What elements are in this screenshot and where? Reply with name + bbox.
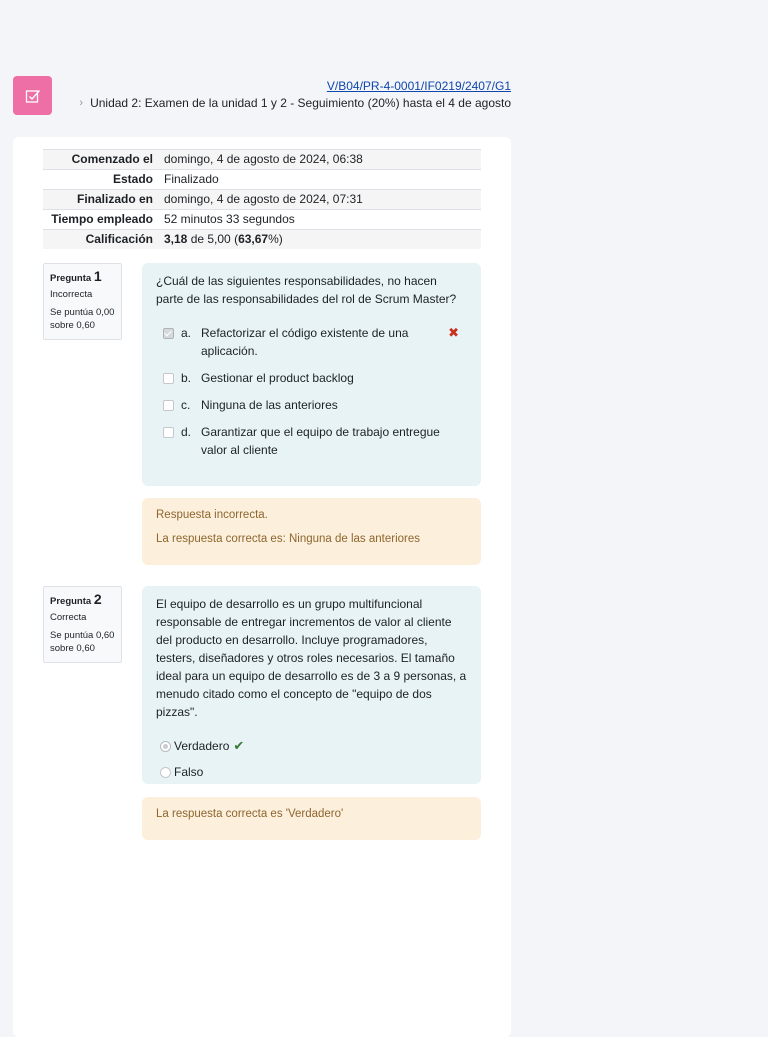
- question-2-formulation: [142, 586, 481, 784]
- option-falso[interactable]: [160, 763, 467, 781]
- course-code-link[interactable]: V/B04/PR-4-0001/IF0219/2407/G1: [326, 79, 511, 93]
- answer-b-checkbox[interactable]: [163, 373, 174, 384]
- question-2-correct-answer: La respuesta correcta es 'Verdadero': [156, 808, 344, 820]
- option-verdadero[interactable]: [160, 737, 467, 755]
- grade-score: 3,18: [164, 232, 188, 246]
- grade-label: Calificación: [85, 232, 153, 246]
- question-2-state: Correcta: [50, 612, 87, 623]
- answer-c-text: Ninguna de las anteriores: [201, 398, 338, 412]
- correct-check-icon: ✔: [233, 738, 245, 753]
- answer-b-letter: b.: [181, 371, 192, 385]
- question-2-grade: Se puntúa 0,60 sobre 0,60: [50, 630, 115, 654]
- falso-label: Falso: [174, 765, 204, 779]
- breadcrumb-title[interactable]: Unidad 2: Examen de la unidad 1 y 2 - Seguimiento (20%) hasta el 4 de agosto: [90, 96, 511, 110]
- answer-d-letter: d.: [181, 425, 192, 439]
- incorrect-x-icon: ✖: [448, 325, 459, 340]
- question-1-state: Incorrecta: [50, 289, 93, 300]
- answer-d-text: Garantizar que el equipo de trabajo entregue valor al cliente: [201, 425, 440, 457]
- question-1-number: Pregunta 1: [50, 268, 102, 284]
- quiz-edit-icon: [13, 76, 52, 115]
- answer-option-b[interactable]: [156, 369, 467, 387]
- summary-row-grade: [43, 230, 481, 250]
- question-1-grade: Se puntúa 0,00 sobre 0,60: [50, 307, 115, 331]
- answer-a-checkbox[interactable]: [163, 328, 174, 339]
- grade-percent: 63,67: [238, 232, 269, 246]
- answer-a-letter: a.: [181, 326, 192, 340]
- quiz-review-panel: [13, 137, 511, 1037]
- question-1-formulation: [142, 263, 481, 486]
- state-value: Finalizado: [164, 172, 219, 186]
- grade-mid: de 5,00 (: [187, 232, 239, 246]
- time-label: Tiempo empleado: [51, 212, 153, 226]
- question-1-feedback-result: Respuesta incorrecta.: [156, 509, 268, 521]
- attempt-summary-table: [43, 149, 481, 249]
- answer-option-a[interactable]: [156, 324, 467, 360]
- verdadero-radio[interactable]: [160, 741, 171, 752]
- question-1-correct-answer: La respuesta correcta es: Ninguna de las anteriores: [156, 533, 421, 545]
- started-value: domingo, 4 de agosto de 2024, 06:38: [164, 152, 363, 166]
- answer-option-d[interactable]: [156, 423, 467, 459]
- finished-label: Finalizado en: [76, 192, 153, 206]
- started-label: Comenzado el: [71, 152, 153, 166]
- finished-value: domingo, 4 de agosto de 2024, 07:31: [164, 192, 363, 206]
- summary-row-state: [43, 170, 481, 190]
- chevron-right-icon: ›: [79, 97, 84, 109]
- answer-option-c[interactable]: [156, 396, 467, 414]
- verdadero-label: Verdadero: [174, 739, 230, 753]
- summary-row-started: [43, 150, 481, 170]
- question-2-feedback: [142, 797, 481, 840]
- time-value: 52 minutos 33 segundos: [164, 212, 295, 226]
- question-2-text: El equipo de desarrollo es un grupo multifuncional responsable de entregar incrementos de valor al cliente del producto en desarrollo. Incluye programadores, testers, diseñadores y otros roles necesarios. El tamaño ideal para un equipo de desarrollo es de 3 a 9 personas, a menudo citado como el concepto de "equipo de dos pizzas".: [156, 597, 467, 719]
- breadcrumb: [79, 96, 511, 110]
- summary-row-finished: [43, 190, 481, 210]
- question-1-text: ¿Cuál de las siguientes responsabilidades, no hacen parte de las responsabilidades del rol de Scrum Master?: [156, 274, 457, 306]
- grade-value: [158, 230, 481, 250]
- answer-c-checkbox[interactable]: [163, 400, 174, 411]
- answer-b-text: Gestionar el product backlog: [201, 371, 354, 385]
- falso-radio[interactable]: [160, 767, 171, 778]
- question-1-feedback: [142, 498, 481, 565]
- state-label: Estado: [112, 172, 153, 186]
- summary-row-time: [43, 210, 481, 230]
- answer-d-checkbox[interactable]: [163, 427, 174, 438]
- answer-c-letter: c.: [181, 398, 191, 412]
- question-2-number: Pregunta 2: [50, 591, 102, 607]
- grade-end: %): [268, 232, 283, 246]
- answer-a-text: Refactorizar el código existente de una aplicación.: [201, 326, 409, 358]
- question-1-info: [43, 263, 122, 340]
- question-2-info: [43, 586, 122, 663]
